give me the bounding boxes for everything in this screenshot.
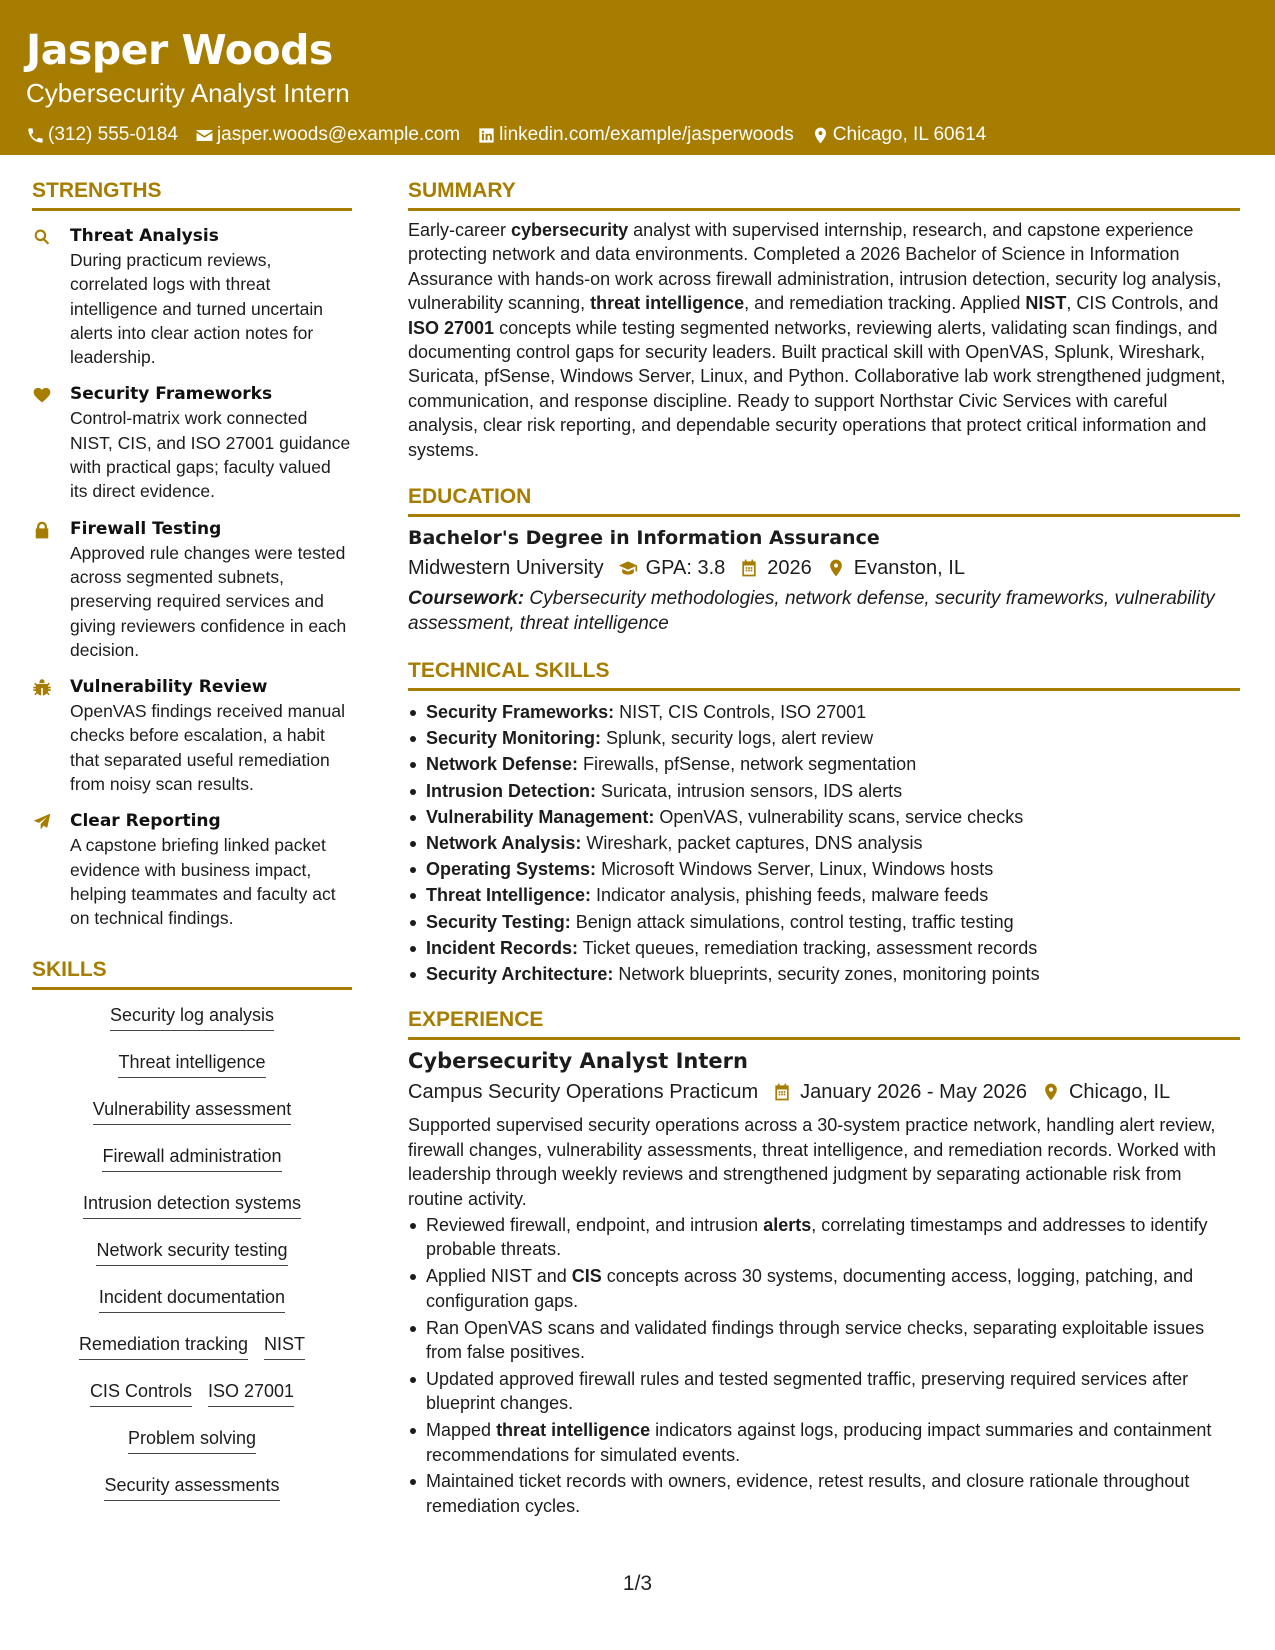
- education-title: EDUCATION: [408, 482, 1240, 517]
- strength-item: [32, 517, 352, 662]
- text-run: Early-career: [408, 220, 512, 240]
- skill-tag: Problem solving: [128, 1425, 256, 1454]
- job-location: Chicago, IL: [1068, 1081, 1171, 1104]
- text-run: Reviewed firewall, endpoint, and intrusion: [426, 1214, 764, 1235]
- bold-text: alerts: [763, 1214, 812, 1235]
- candidate-name: Jasper Woods: [26, 26, 333, 74]
- paper-plane-icon: [32, 812, 52, 832]
- list-item: [408, 778, 1240, 804]
- list-item: [408, 1213, 1240, 1262]
- calendar-icon: [739, 558, 759, 578]
- skill-values: Wireshark, packet captures, DNS analysis: [581, 833, 923, 854]
- skill-category: Vulnerability Management:: [426, 806, 655, 827]
- left-column: [32, 176, 352, 1519]
- skill-tag: Firewall administration: [102, 1143, 281, 1172]
- text-run: , CIS Controls, and: [1066, 293, 1219, 314]
- right-column: [408, 176, 1240, 1521]
- experience-title: EXPERIENCE: [408, 1005, 1240, 1040]
- map-marker-icon: [826, 558, 846, 578]
- skill-category: Security Frameworks:: [426, 702, 615, 723]
- bold-text: ISO 27001: [408, 317, 495, 338]
- list-item: [408, 830, 1240, 856]
- job-dates: January 2026 - May 2026: [800, 1081, 1027, 1104]
- email-text: jasper.woods@example.com: [216, 124, 461, 145]
- skills-list: [32, 990, 352, 1519]
- skills-title: SKILLS: [32, 955, 352, 990]
- summary-title: SUMMARY: [408, 176, 1240, 211]
- skill-category: Network Analysis:: [426, 833, 582, 854]
- text-run: , correlating timestamps and addresses to identify probable threats.: [426, 1214, 1208, 1260]
- text-run: Updated approved firewall rules and tested segmented traffic, preserving required services after blueprint changes.: [426, 1368, 1189, 1414]
- education-location: Evanston, IL: [853, 557, 965, 580]
- map-marker-icon: [811, 126, 830, 145]
- list-item: [408, 699, 1240, 725]
- strength-desc: OpenVAS findings received manual checks before escalation, a habit that separated useful remediation from noisy scan results.: [70, 701, 345, 795]
- strength-desc: Approved rule changes were tested across segmented subnets, preserving required services and giving reviewers confidence in each decision.: [70, 542, 347, 660]
- contact-bar: [26, 122, 1249, 148]
- lock-icon: [32, 520, 52, 540]
- phone-icon: [26, 126, 45, 145]
- job-title: Cybersecurity Analyst Intern: [408, 1049, 748, 1074]
- strength-title: Clear Reporting: [70, 811, 221, 832]
- skill-category: Security Testing:: [426, 911, 571, 932]
- skill-values: Benign attack simulations, control testing, traffic testing: [570, 911, 1014, 932]
- experience-bullets: [408, 1213, 1240, 1518]
- skill-tag: ISO 27001: [208, 1378, 294, 1407]
- skill-category: Threat Intelligence:: [426, 885, 592, 906]
- coursework: [408, 587, 1240, 636]
- contact-phone[interactable]: [26, 122, 178, 148]
- list-item: [408, 882, 1240, 908]
- skill-tag: Vulnerability assessment: [93, 1096, 291, 1125]
- text-run: concepts while testing segmented networks, reviewing alerts, validating scan findings, and documenting control gaps for security leaders. Built practical skill with OpenVAS, Splunk, Wireshark, Suricata, pfSense, Windows Server, Linux, and Python. Collaborative lab work strengthened judgment, communication, and response discipline. Ready to support Northstar Civic Services with careful analysis, clear risk reporting, and dependable security operations that protect critical information and systems.: [408, 317, 1226, 460]
- map-marker-icon: [1041, 1082, 1061, 1102]
- text-run: Mapped: [426, 1420, 497, 1441]
- gpa-text: GPA: 3.8: [645, 557, 726, 580]
- skill-values: Network blueprints, security zones, monitoring points: [613, 964, 1040, 985]
- skill-tag: Security assessments: [104, 1472, 279, 1501]
- education-meta: [408, 553, 1240, 583]
- bug-icon: [32, 678, 52, 698]
- text-run: Applied NIST and: [426, 1266, 572, 1287]
- job-description: Supported supervised security operations across a 30-system practice network, handling alert review, firewall changes, vulnerability assessments, threat intelligence, and remediation records. Worked with leadership through weekly reviews and strengthened judgment by separating actionable risk from routine activity.: [408, 1115, 1217, 1209]
- list-item: [408, 751, 1240, 777]
- text-run: indicators against logs, producing impact summaries and containment recommendations for simulated events.: [426, 1420, 1212, 1465]
- text-run: concepts across 30 systems, documenting access, logging, patching, and configuration gaps.: [426, 1266, 1194, 1311]
- graduation-cap-icon: [618, 558, 638, 578]
- technical-skills-title: TECHNICAL SKILLS: [408, 656, 1240, 691]
- skill-tag: Intrusion detection systems: [83, 1190, 301, 1219]
- skill-category: Network Defense:: [426, 754, 579, 775]
- strength-desc: During practicum reviews, correlated logs with threat intelligence and turned uncertain alerts into clear action notes for leadership.: [70, 250, 323, 368]
- coursework-text: Cybersecurity methodologies, network defense, security frameworks, vulnerability assessment, threat intelligence: [408, 588, 1215, 634]
- skill-values: NIST, CIS Controls, ISO 27001: [614, 702, 867, 723]
- calendar-icon: [772, 1082, 792, 1102]
- list-item: [408, 1367, 1240, 1416]
- bold-text: threat intelligence: [590, 293, 745, 314]
- skill-tag: Incident documentation: [99, 1284, 285, 1313]
- skill-tag: Network security testing: [96, 1237, 287, 1266]
- bold-text: cybersecurity: [511, 220, 629, 240]
- list-item: [408, 1316, 1240, 1365]
- strength-item: [32, 382, 352, 503]
- text-run: analyst with supervised internship, research, and capstone experience protecting network and data environments. Completed a 2026 Bachelor of Science in Information Assurance with hands-on work across firewall administration, intrusion detection, security log analysis, vulnerability scanning,: [408, 220, 1222, 314]
- linkedin-icon: [477, 126, 496, 145]
- bold-text: CIS: [571, 1266, 602, 1287]
- page-number: 1/3: [622, 1572, 653, 1595]
- skill-tag: Security log analysis: [110, 1002, 274, 1031]
- strength-item: [32, 675, 352, 796]
- degree-title: Bachelor's Degree in Information Assurance: [408, 527, 880, 550]
- strength-title: Threat Analysis: [70, 226, 219, 246]
- strength-desc: A capstone briefing linked packet evidence with business impact, helping teammates and faculty act on technical findings.: [70, 835, 336, 929]
- location-text: Chicago, IL 60614: [832, 124, 987, 145]
- strength-title: Security Frameworks: [70, 384, 273, 405]
- search-icon: [32, 227, 52, 247]
- skill-values: Firewalls, pfSense, network segmentation: [578, 754, 917, 775]
- skill-tag: Threat intelligence: [118, 1049, 265, 1078]
- phone-text: (312) 555-0184: [48, 124, 178, 145]
- strength-title: Firewall Testing: [70, 518, 222, 539]
- candidate-role: Cybersecurity Analyst Intern: [26, 78, 350, 108]
- bold-text: threat intelligence: [496, 1420, 651, 1441]
- skill-category: Security Monitoring:: [426, 728, 601, 749]
- graduation-year: 2026: [767, 557, 812, 580]
- school-name: Midwestern University: [408, 557, 604, 580]
- bold-text: NIST: [1025, 293, 1067, 314]
- skill-tag: CIS Controls: [90, 1378, 192, 1407]
- list-item: [408, 804, 1240, 830]
- summary-text: [408, 218, 1240, 462]
- organization-name: Campus Security Operations Practicum: [408, 1081, 759, 1104]
- skill-values: Microsoft Windows Server, Linux, Windows hosts: [596, 859, 994, 880]
- skill-values: Ticket queues, remediation tracking, assessment records: [578, 937, 1038, 958]
- list-item: [408, 935, 1240, 961]
- skill-category: Incident Records:: [426, 937, 579, 958]
- strength-title: Vulnerability Review: [70, 677, 268, 698]
- list-item: [408, 961, 1240, 987]
- text-run: , and remediation tracking. Applied: [744, 293, 1026, 314]
- skill-values: Suricata, intrusion sensors, IDS alerts: [596, 780, 903, 801]
- text-run: Ran OpenVAS scans and validated findings through service checks, separating exploitable issues from false positives.: [426, 1317, 1205, 1362]
- job-meta: [408, 1077, 1240, 1107]
- contact-location: [811, 122, 987, 148]
- coursework-label: Coursework:: [408, 588, 525, 610]
- heart-icon: [32, 385, 52, 405]
- strength-item: [32, 809, 352, 930]
- contact-linkedin[interactable]: [477, 122, 794, 148]
- skill-values: Splunk, security logs, alert review: [601, 728, 874, 749]
- strength-item: [32, 224, 352, 369]
- skill-values: OpenVAS, vulnerability scans, service checks: [654, 806, 1024, 827]
- technical-skills-list: [408, 699, 1240, 987]
- resume-header: [0, 0, 1275, 155]
- skill-tag: NIST: [264, 1331, 305, 1360]
- list-item: [408, 856, 1240, 882]
- skill-values: Indicator analysis, phishing feeds, malware feeds: [591, 885, 989, 906]
- list-item: [408, 1264, 1240, 1313]
- skill-category: Intrusion Detection:: [426, 780, 596, 801]
- skill-category: Operating Systems:: [426, 859, 597, 880]
- skill-category: Security Architecture:: [426, 964, 614, 985]
- list-item: [408, 909, 1240, 935]
- linkedin-text: linkedin.com/example/jasperwoods: [499, 124, 794, 145]
- strength-desc: Control-matrix work connected NIST, CIS, and ISO 27001 guidance with practical gaps; faculty valued its direct evidence.: [70, 408, 351, 502]
- skill-tag: Remediation tracking: [79, 1331, 248, 1360]
- contact-email[interactable]: [195, 122, 460, 148]
- strengths-title: STRENGTHS: [32, 176, 352, 211]
- text-run: Maintained ticket records with owners, evidence, retest results, and closure rationale throughout remediation cycles.: [426, 1471, 1190, 1516]
- list-item: [408, 725, 1240, 751]
- list-item: [408, 1418, 1240, 1467]
- list-item: [408, 1469, 1240, 1518]
- envelope-icon: [195, 126, 214, 145]
